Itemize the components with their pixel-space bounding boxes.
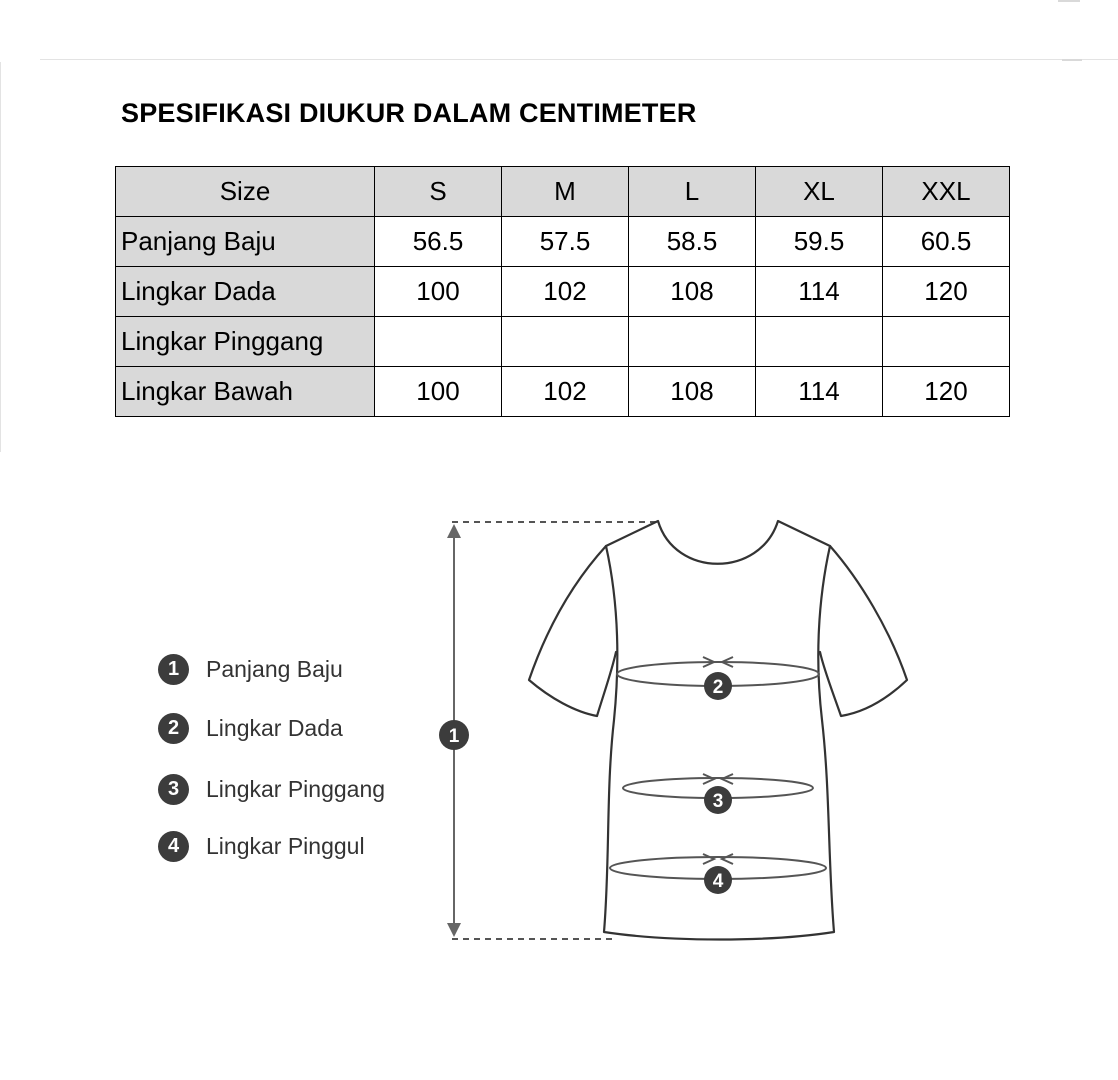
table-cell: 114 — [756, 367, 883, 417]
badge-number: 3 — [712, 791, 724, 812]
table-cell — [756, 317, 883, 367]
row-label: Panjang Baju — [116, 217, 375, 267]
row-label: Lingkar Bawah — [116, 367, 375, 417]
badge-number: 4 — [712, 871, 724, 892]
table-cell: 102 — [502, 267, 629, 317]
hip-badge-icon — [704, 866, 732, 894]
number-badge-icon: 4 — [158, 831, 189, 862]
corner-mark — [1058, 0, 1080, 2]
table-cell: 100 — [375, 367, 502, 417]
top-divider — [40, 59, 1118, 60]
table-cell: 108 — [629, 367, 756, 417]
badge-number: 1 — [448, 726, 460, 747]
table-cell: 108 — [629, 267, 756, 317]
legend-label: Panjang Baju — [206, 655, 343, 682]
table-cell — [883, 317, 1010, 367]
size-spec-table — [115, 166, 1010, 417]
corner-mark — [1062, 59, 1082, 61]
table-cell — [375, 317, 502, 367]
table-cell: 56.5 — [375, 217, 502, 267]
chest-badge-icon — [704, 672, 732, 700]
waist-badge-icon — [704, 786, 732, 814]
row-label: Lingkar Pinggang — [116, 317, 375, 367]
table-cell — [502, 317, 629, 367]
badge-number: 2 — [712, 677, 724, 698]
header-cell: L — [629, 167, 756, 217]
number-badge-icon: 1 — [158, 654, 189, 685]
table-cell: 60.5 — [883, 217, 1010, 267]
table-cell: 120 — [883, 267, 1010, 317]
number-badge-icon: 3 — [158, 774, 189, 805]
table-row — [116, 317, 1010, 367]
number-badge-icon: 2 — [158, 713, 189, 744]
legend-label: Lingkar Dada — [206, 714, 343, 741]
length-badge-icon — [439, 720, 469, 750]
header-cell: XL — [756, 167, 883, 217]
legend-label: Lingkar Pinggang — [206, 775, 386, 802]
header-cell: S — [375, 167, 502, 217]
table-cell: 114 — [756, 267, 883, 317]
header-cell: M — [502, 167, 629, 217]
page-title: SPESIFIKASI DIUKUR DALAM CENTIMETER — [121, 98, 697, 128]
header-cell: Size — [116, 167, 375, 217]
table-header-row — [116, 167, 1010, 217]
table-row — [116, 217, 1010, 267]
table-cell: 120 — [883, 367, 1010, 417]
legend-label: Lingkar Pinggul — [206, 832, 365, 859]
left-divider — [0, 62, 1, 452]
row-label: Lingkar Dada — [116, 267, 375, 317]
table-row — [116, 267, 1010, 317]
table-cell — [629, 317, 756, 367]
table-cell: 58.5 — [629, 217, 756, 267]
header-cell: XXL — [883, 167, 1010, 217]
table-cell: 59.5 — [756, 217, 883, 267]
table-cell: 100 — [375, 267, 502, 317]
table-cell: 102 — [502, 367, 629, 417]
tshirt-measurement-diagram — [0, 470, 1118, 1080]
table-row — [116, 367, 1010, 417]
table-cell: 57.5 — [502, 217, 629, 267]
